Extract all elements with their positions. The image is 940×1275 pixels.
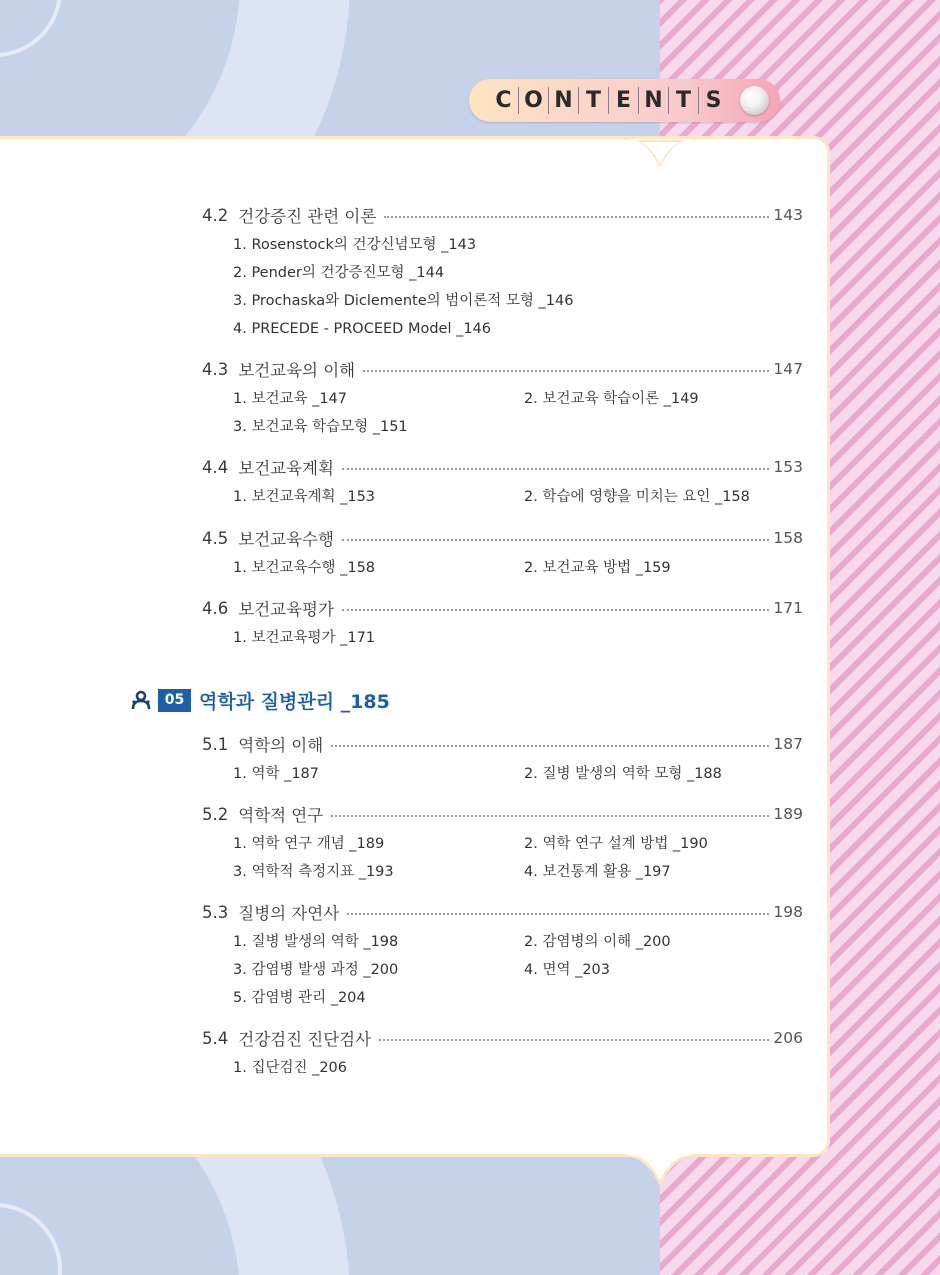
- section-title[interactable]: [202, 733, 803, 755]
- leader-dots: [342, 539, 770, 541]
- section-number: 5.2: [202, 804, 229, 824]
- toc-item[interactable]: 3. Prochaska와 Diclemente의 범이론적 모형 _146: [233, 293, 574, 309]
- contents-letter: S: [705, 88, 722, 113]
- toc-item[interactable]: 5. 감염병 관리 _204: [233, 990, 366, 1006]
- contents-letter: C: [489, 87, 519, 114]
- panel-top-notch: [624, 128, 696, 176]
- section-number: 4.2: [202, 205, 229, 225]
- chapter-title: 역학과 질병관리 _185: [199, 690, 390, 713]
- chapter-heading[interactable]: [130, 687, 390, 713]
- section-title[interactable]: [202, 527, 803, 549]
- toc-item[interactable]: 3. 역학적 측정지표 _193: [233, 864, 394, 880]
- toc-item[interactable]: 2. 감염병의 이해 _200: [524, 934, 671, 950]
- section-number: 4.6: [202, 598, 229, 618]
- pearl-icon: [740, 86, 769, 115]
- toc-item[interactable]: 1. Rosenstock의 건강신념모형 _143: [233, 237, 477, 253]
- toc-item[interactable]: 4. 보건통계 활용 _197: [524, 864, 671, 880]
- toc-item[interactable]: 1. 역학 연구 개념 _189: [233, 836, 385, 852]
- contents-header: [469, 79, 780, 122]
- leader-dots: [384, 216, 769, 218]
- toc-item[interactable]: 1. 보건교육계획 _153: [233, 489, 376, 505]
- section-label: 건강증진 관련 이론: [238, 207, 377, 226]
- section-title[interactable]: [202, 597, 803, 619]
- section-label: 보건교육평가: [238, 600, 334, 619]
- section-number: 5.3: [202, 902, 229, 922]
- section-number: 4.5: [202, 528, 229, 548]
- toc-item[interactable]: 4. PRECEDE - PROCEED Model _146: [233, 321, 492, 337]
- section-label: 역학적 연구: [238, 806, 324, 825]
- contents-letter: T: [579, 87, 609, 114]
- section-title[interactable]: [202, 1027, 803, 1049]
- section-number: 5.4: [202, 1028, 229, 1048]
- leader-dots: [331, 815, 769, 817]
- leader-dots: [342, 468, 770, 470]
- section-title[interactable]: [202, 901, 803, 923]
- toc-item[interactable]: 3. 보건교육 학습모형 _151: [233, 419, 408, 435]
- leader-dots: [347, 913, 769, 915]
- section-page: 143: [773, 206, 803, 224]
- section-label: 역학의 이해: [238, 736, 324, 755]
- section-label: 보건교육의 이해: [238, 361, 356, 380]
- toc-item[interactable]: 2. 보건교육 학습이론 _149: [524, 391, 699, 407]
- section-number: 4.3: [202, 359, 229, 379]
- section-title[interactable]: [202, 358, 803, 380]
- section-label: 보건교육수행: [238, 530, 334, 549]
- section-title[interactable]: [202, 803, 803, 825]
- toc-item[interactable]: 2. 학습에 영향을 미치는 요인 _158: [524, 489, 750, 505]
- toc-item[interactable]: 1. 보건교육수행 _158: [233, 560, 376, 576]
- contents-letter: N: [639, 87, 669, 114]
- toc-item[interactable]: 3. 감염병 발생 과정 _200: [233, 962, 399, 978]
- toc-item[interactable]: 4. 면역 _203: [524, 962, 610, 978]
- section-title[interactable]: [202, 456, 803, 478]
- contents-letter: E: [609, 87, 639, 114]
- toc-item[interactable]: 2. 질병 발생의 역학 모형 _188: [524, 766, 722, 782]
- contents-letter: O: [519, 87, 549, 114]
- contents-letter: T: [669, 87, 699, 114]
- section-page: 206: [773, 1029, 803, 1047]
- toc-item[interactable]: 1. 질병 발생의 역학 _198: [233, 934, 399, 950]
- section-label: 보건교육계획: [238, 459, 334, 478]
- toc-item[interactable]: 2. 역학 연구 설계 방법 _190: [524, 836, 708, 852]
- toc-item[interactable]: 1. 역학 _187: [233, 766, 319, 782]
- section-number: 4.4: [202, 457, 229, 477]
- contents-panel: [0, 136, 830, 1157]
- section-page: 187: [773, 735, 803, 753]
- leader-dots: [342, 609, 770, 611]
- section-page: 198: [773, 903, 803, 921]
- section-page: 147: [773, 360, 803, 378]
- section-label: 질병의 자연사: [238, 904, 340, 923]
- section-page: 171: [773, 599, 803, 617]
- toc-item[interactable]: 2. Pender의 건강증진모형 _144: [233, 265, 445, 281]
- leader-dots: [363, 370, 769, 372]
- toc-item[interactable]: 1. 보건교육 _147: [233, 391, 348, 407]
- leader-dots: [379, 1039, 769, 1041]
- chapter-badge: 05: [158, 689, 191, 712]
- panel-bottom-notch: [624, 1150, 696, 1198]
- section-label: 건강검진 진단검사: [238, 1030, 372, 1049]
- toc-item[interactable]: 2. 보건교육 방법 _159: [524, 560, 671, 576]
- leader-dots: [331, 745, 769, 747]
- section-title[interactable]: [202, 204, 803, 226]
- contents-letter: N: [549, 87, 579, 114]
- section-page: 153: [773, 458, 803, 476]
- person-icon: [130, 689, 152, 711]
- toc-item[interactable]: 1. 보건교육평가 _171: [233, 630, 376, 646]
- section-page: 189: [773, 805, 803, 823]
- contents-title: [489, 87, 728, 114]
- toc-item[interactable]: 1. 집단검진 _206: [233, 1060, 348, 1076]
- section-page: 158: [773, 529, 803, 547]
- section-number: 5.1: [202, 734, 229, 754]
